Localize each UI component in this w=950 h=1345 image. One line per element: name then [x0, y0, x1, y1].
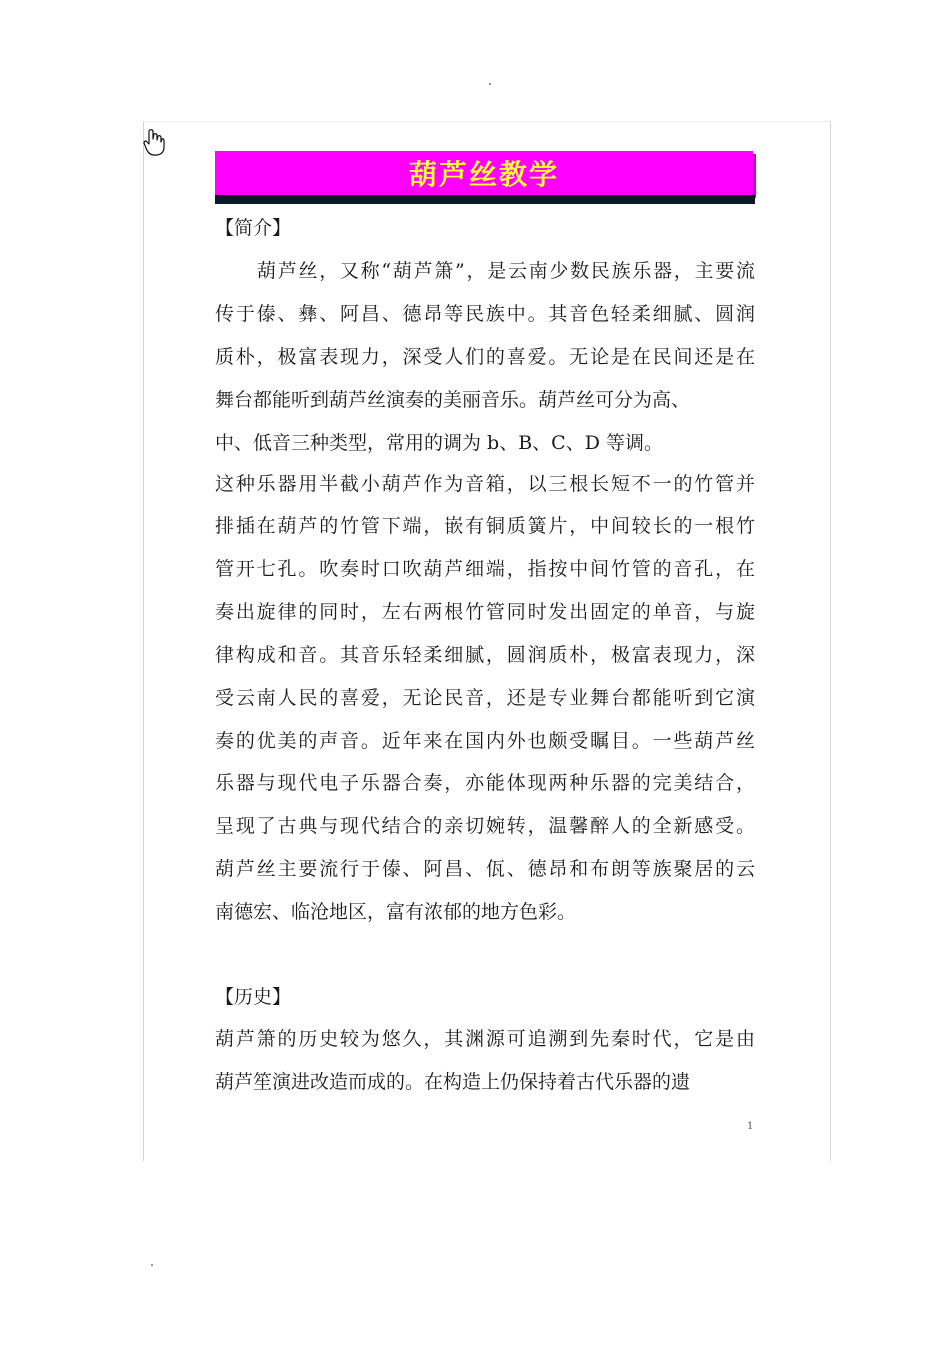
body-line: 舞台都能听到葫芦丝演奏的美丽音乐。葫芦丝可分为高、: [215, 389, 691, 411]
body-line: 奏的优美的声音。近年来在国内外也颇受瞩目。一些葫芦丝: [215, 730, 755, 752]
page-number: 1: [747, 1121, 754, 1132]
section-heading-intro: 【简介】: [215, 217, 292, 239]
body-line: 中、低音三种类型，常用的调为 b、B、C、D 等调。: [215, 432, 663, 454]
body-line: 这种乐器用半截小葫芦作为音箱，以三根长短不一的竹管并: [215, 473, 755, 495]
body-line: 排插在葫芦的竹管下端，嵌有铜质簧片，中间较长的一根竹: [215, 515, 755, 537]
page-marker-dot: [151, 1264, 153, 1266]
hand-pointer-icon: [143, 128, 165, 156]
body-line: 质朴，极富表现力，深受人们的喜爱。无论是在民间还是在: [215, 346, 755, 368]
title-underline-bar: [215, 195, 755, 204]
page-title: 葫芦丝教学: [408, 158, 559, 191]
body-line: 受云南人民的喜爱，无论民音，还是专业舞台都能听到它演: [215, 687, 755, 709]
body-line: 奏出旋律的同时，左右两根竹管同时发出固定的单音，与旋: [215, 601, 755, 623]
body-line: 传于傣、彝、阿昌、德昂等民族中。其音色轻柔细腻、圆润: [215, 303, 755, 325]
section-heading-history: 【历史】: [215, 986, 292, 1008]
title-banner: [215, 151, 753, 195]
body-line: 南德宏、临沧地区，富有浓郁的地方色彩。: [215, 901, 577, 923]
body-line: 管开七孔。吹奏时口吹葫芦细端，指按中间竹管的音孔，在: [215, 558, 755, 580]
body-line: 呈现了古典与现代结合的亲切婉转，温馨醉人的全新感受。: [215, 815, 755, 837]
body-line: 律构成和音。其音乐轻柔细腻，圆润质朴，极富表现力，深: [215, 644, 755, 666]
body-line: 葫芦笙演进改造而成的。在构造上仍保持着古代乐器的遗: [215, 1071, 691, 1093]
body-line: 乐器与现代电子乐器合奏，亦能体现两种乐器的完美结合，: [215, 772, 755, 794]
body-line: 葫芦丝，又称“葫芦箫”，是云南少数民族乐器，主要流: [257, 260, 755, 282]
body-line: 葫芦丝主要流行于傣、阿昌、佤、德昂和布朗等族聚居的云: [215, 858, 755, 880]
body-line: 葫芦箫的历史较为悠久，其渊源可追溯到先秦时代，它是由: [215, 1028, 755, 1050]
page-marker-dot: [489, 83, 491, 85]
